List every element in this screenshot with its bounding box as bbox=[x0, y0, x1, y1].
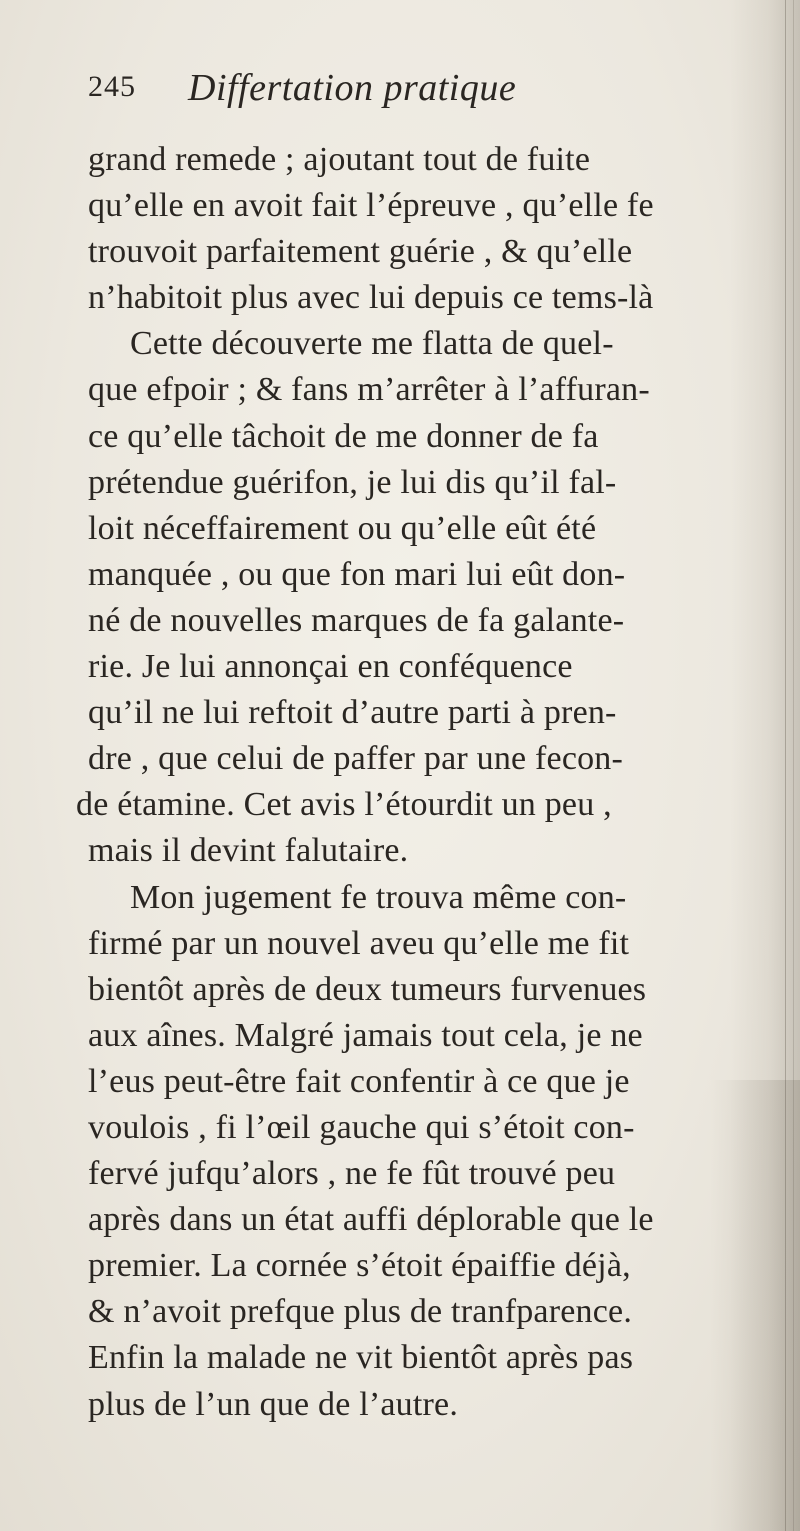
text-line: & n’avoit prefque plus de tranfparence. bbox=[88, 1293, 633, 1331]
paragraph-start-line: Cette découverte me flatta de quel- bbox=[130, 325, 614, 363]
page-number: 245 bbox=[88, 70, 136, 103]
running-header bbox=[88, 67, 708, 120]
page-edge-line bbox=[793, 0, 794, 1531]
page-edge-line bbox=[785, 0, 786, 1531]
text-line: qu’elle en avoit fait l’épreuve , qu’elle fe bbox=[88, 187, 654, 225]
text-line: premier. La cornée s’étoit épaiffie déjà, bbox=[88, 1247, 631, 1285]
body-text bbox=[76, 137, 750, 1428]
text-line: aux aînes. Malgré jamais tout cela, je ne bbox=[88, 1016, 643, 1054]
text-line: qu’il ne lui reftoit d’autre parti à pren- bbox=[88, 694, 617, 732]
text-line: que efpoir ; & fans m’arrêter à l’affuran- bbox=[88, 371, 650, 409]
text-line: mais il devint falutaire. bbox=[88, 832, 409, 870]
text-line: ce qu’elle tâchoit de me donner de fa bbox=[88, 417, 599, 455]
text-line: trouvoit parfaitement guérie , & qu’elle bbox=[88, 233, 633, 271]
text-line: n’habitoit plus avec lui depuis ce tems-là bbox=[88, 279, 654, 317]
running-title: Differtation pratique bbox=[188, 67, 517, 109]
text-line: après dans un état auffi déplorable que le bbox=[88, 1201, 654, 1239]
text-line: voulois , fi l’œil gauche qui s’étoit con- bbox=[88, 1108, 635, 1146]
text-line: manquée , ou que fon mari lui eût don- bbox=[88, 555, 626, 593]
text-line: Enfin la malade ne vit bientôt après pas bbox=[88, 1339, 634, 1377]
text-line: dre , que celui de paffer par une fecon- bbox=[88, 740, 624, 778]
text-line: fervé jufqu’alors , ne fe fût trouvé peu bbox=[88, 1155, 616, 1193]
text-line: firmé par un nouvel aveu qu’elle me fit bbox=[88, 924, 630, 962]
text-line: grand remede ; ajoutant tout de fuite bbox=[88, 141, 591, 178]
text-line: bientôt après de deux tumeurs furvenues bbox=[88, 970, 647, 1008]
paragraph-start-line: Mon jugement fe trouva même con- bbox=[130, 878, 627, 916]
text-line: né de nouvelles marques de fa galante- bbox=[88, 601, 625, 639]
text-line: loit néceffairement ou qu’elle eût été bbox=[88, 509, 597, 547]
text-line: rie. Je lui annonçai en conféquence bbox=[88, 648, 573, 686]
text-line: plus de l’un que de l’autre. bbox=[88, 1385, 459, 1423]
text-line: l’eus peut-être fait confentir à ce que je bbox=[88, 1062, 630, 1100]
text-line: prétendue guérifon, je lui dis qu’il fal- bbox=[88, 463, 617, 501]
text-line: de étamine. Cet avis l’étourdit un peu , bbox=[76, 786, 612, 824]
